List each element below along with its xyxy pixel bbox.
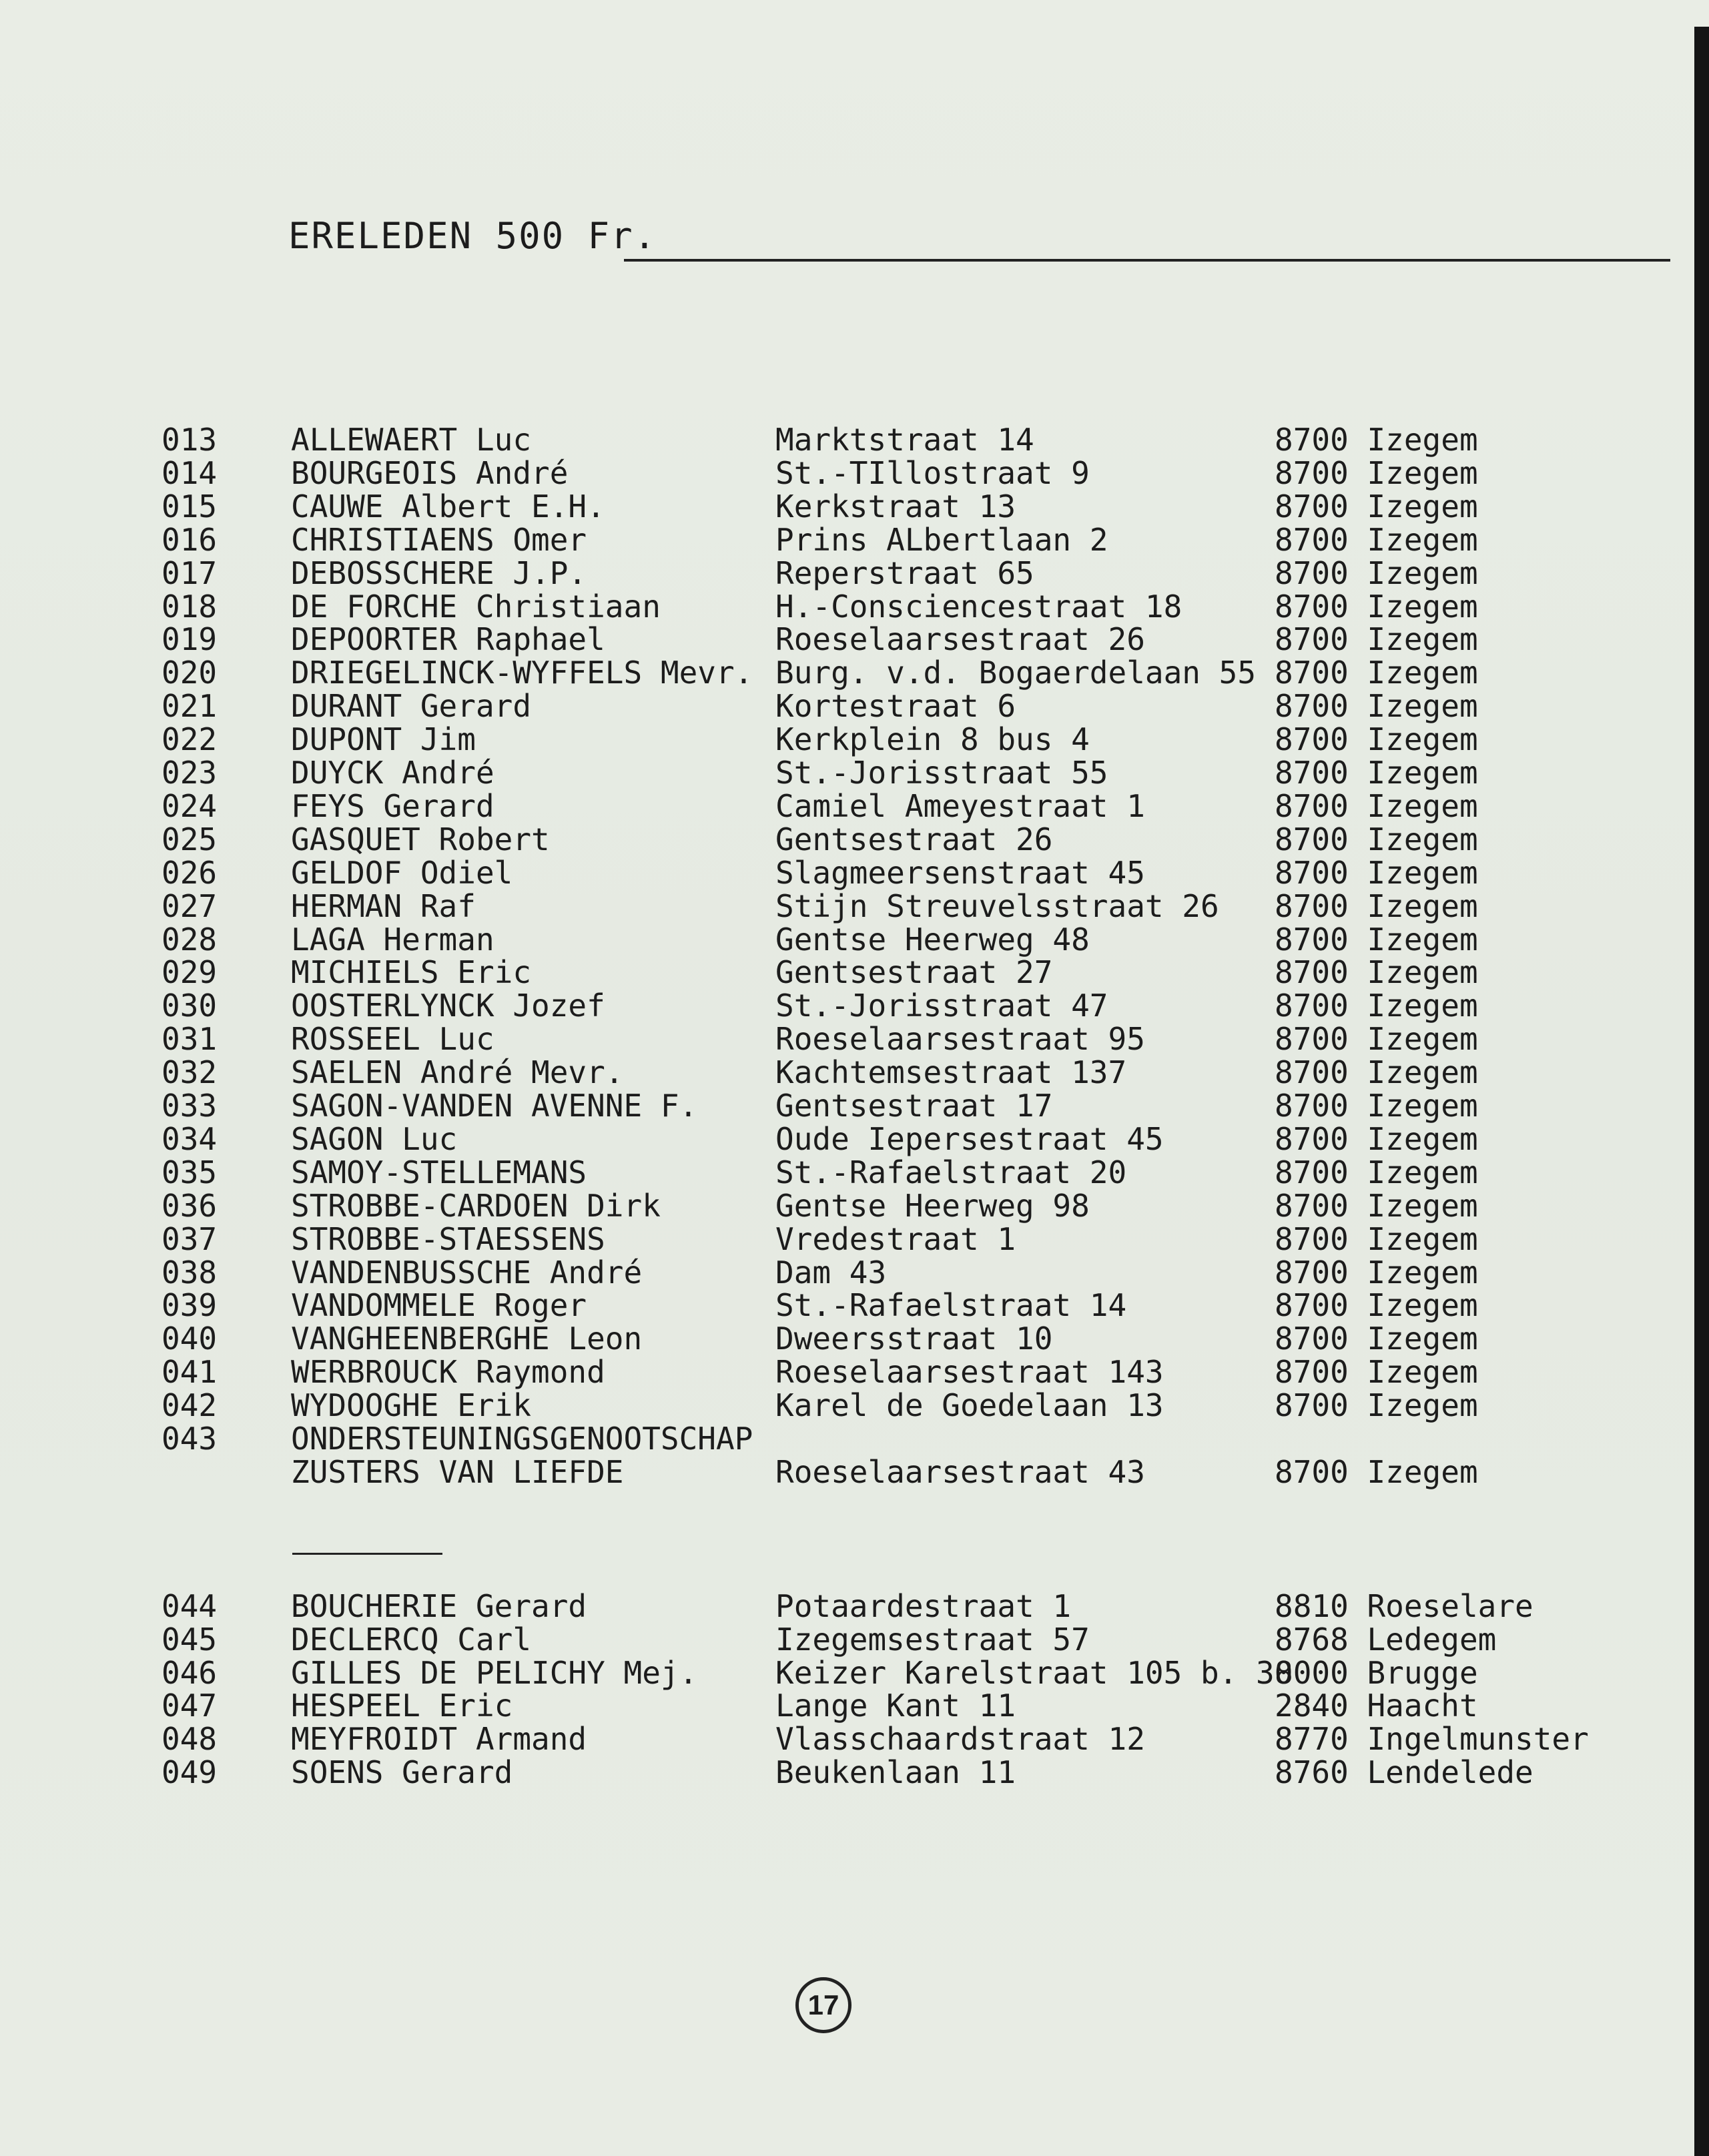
member-name: MEYFROIDT Armand — [291, 1721, 587, 1758]
member-name: DRIEGELINCK-WYFFELS Mevr. — [291, 655, 753, 691]
member-street: H.-Consciencestraat 18 — [775, 588, 1182, 625]
member-number: 036 — [161, 1187, 218, 1224]
member-name: SAGON Luc — [291, 1120, 458, 1157]
member-name: DEBOSSCHERE J.P. — [291, 555, 587, 591]
member-city: 8700 Izegem — [1275, 555, 1478, 591]
member-number: 041 — [161, 1354, 218, 1391]
member-city: 8000 Brugge — [1275, 1654, 1478, 1691]
member-city: 8700 Izegem — [1275, 1453, 1478, 1490]
member-name: SAGON-VANDEN AVENNE F. — [291, 1088, 698, 1124]
member-name: ZUSTERS VAN LIEFDE — [291, 1453, 624, 1490]
member-city: 8700 Izegem — [1275, 854, 1478, 891]
member-city: 8700 Izegem — [1275, 621, 1478, 658]
member-name: SAELEN André Mevr. — [291, 1054, 624, 1091]
member-city: 8700 Izegem — [1275, 721, 1478, 758]
member-number: 033 — [161, 1088, 218, 1124]
member-city: 8700 Izegem — [1275, 1220, 1478, 1257]
member-street: Dam 43 — [775, 1254, 887, 1291]
member-name: OOSTERLYNCK Jozef — [291, 988, 605, 1024]
member-street: Beukenlaan 11 — [775, 1754, 1016, 1790]
member-city: 8700 Izegem — [1275, 688, 1478, 725]
member-number: 013 — [161, 422, 218, 458]
member-street: Dweersstraat 10 — [775, 1321, 1053, 1357]
member-street: Gentsestraat 17 — [775, 1088, 1053, 1124]
member-city: 8700 Izegem — [1275, 954, 1478, 991]
member-number: 026 — [161, 854, 218, 891]
member-street: St.-TIllostraat 9 — [775, 454, 1090, 491]
member-number: 027 — [161, 887, 218, 924]
member-name: VANGHEENBERGHE Leon — [291, 1321, 643, 1357]
member-name: DECLERCQ Carl — [291, 1621, 532, 1658]
member-street: St.-Rafaelstraat 20 — [775, 1154, 1127, 1190]
member-street: Reperstraat 65 — [775, 555, 1034, 591]
member-number: 042 — [161, 1387, 218, 1424]
member-name: VANDOMMELE Roger — [291, 1287, 587, 1324]
member-number: 015 — [161, 488, 218, 524]
member-city: 8770 Ingelmunster — [1275, 1721, 1589, 1758]
member-city: 8700 Izegem — [1275, 655, 1478, 691]
member-street: Gentsestraat 26 — [775, 821, 1053, 857]
member-city: 8760 Lendelede — [1275, 1754, 1533, 1790]
member-city: 8810 Roeselare — [1275, 1588, 1533, 1624]
member-city: 8700 Izegem — [1275, 1021, 1478, 1058]
member-number: 040 — [161, 1321, 218, 1357]
member-name: DEPOORTER Raphael — [291, 621, 605, 658]
member-street: Roeselaarsestraat 26 — [775, 621, 1145, 658]
member-row — [0, 1623, 1709, 1656]
member-city: 8700 Izegem — [1275, 1187, 1478, 1224]
member-street: Stijn Streuvelsstraat 26 — [775, 887, 1219, 924]
member-city: 8700 Izegem — [1275, 755, 1478, 791]
member-number: 019 — [161, 621, 218, 658]
member-number: 017 — [161, 555, 218, 591]
member-street: Roeselaarsestraat 95 — [775, 1021, 1145, 1058]
member-name: GELDOF Odiel — [291, 854, 513, 891]
member-street: Oude Iepersestraat 45 — [775, 1120, 1164, 1157]
member-street: Keizer Karelstraat 105 b. 30 — [775, 1654, 1293, 1691]
member-city: 8700 Izegem — [1275, 1254, 1478, 1291]
member-street: Gentse Heerweg 48 — [775, 921, 1090, 958]
member-street: Roeselaarsestraat 143 — [775, 1354, 1164, 1391]
member-name: SAMOY-STELLEMANS — [291, 1154, 587, 1190]
member-name: HERMAN Raf — [291, 887, 476, 924]
member-row — [0, 1756, 1709, 1789]
member-number: 029 — [161, 954, 218, 991]
member-city: 8700 Izegem — [1275, 454, 1478, 491]
member-city: 8700 Izegem — [1275, 1321, 1478, 1357]
member-row — [0, 1589, 1709, 1623]
member-number: 037 — [161, 1220, 218, 1257]
member-city: 8700 Izegem — [1275, 521, 1478, 558]
member-street: Kachtemsestraat 137 — [775, 1054, 1127, 1091]
member-number: 020 — [161, 655, 218, 691]
member-name: BOURGEOIS André — [291, 454, 569, 491]
member-name: DUPONT Jim — [291, 721, 476, 758]
member-name: HESPEEL Eric — [291, 1688, 513, 1724]
member-name: MICHIELS Eric — [291, 954, 532, 991]
member-name: GASQUET Robert — [291, 821, 550, 857]
member-number: 047 — [161, 1688, 218, 1724]
member-name: ALLEWAERT Luc — [291, 422, 532, 458]
member-street: Gentsestraat 27 — [775, 954, 1053, 991]
member-number: 030 — [161, 988, 218, 1024]
member-number: 048 — [161, 1721, 218, 1758]
member-name: SOENS Gerard — [291, 1754, 513, 1790]
member-row — [0, 1722, 1709, 1756]
member-street: Camiel Ameyestraat 1 — [775, 787, 1145, 824]
member-street: Gentse Heerweg 98 — [775, 1187, 1090, 1224]
member-city: 8700 Izegem — [1275, 821, 1478, 857]
member-number: 022 — [161, 721, 218, 758]
member-name: DURANT Gerard — [291, 688, 532, 725]
member-street: St.-Rafaelstraat 14 — [775, 1287, 1127, 1324]
member-number: 024 — [161, 787, 218, 824]
member-number: 046 — [161, 1654, 218, 1691]
member-street: Kerkstraat 13 — [775, 488, 1016, 524]
member-city: 8700 Izegem — [1275, 1354, 1478, 1391]
member-street: St.-Jorisstraat 47 — [775, 988, 1108, 1024]
member-number: 021 — [161, 688, 218, 725]
member-street: Karel de Goedelaan 13 — [775, 1387, 1164, 1424]
member-number: 049 — [161, 1754, 218, 1790]
member-name: STROBBE-CARDOEN Dirk — [291, 1187, 661, 1224]
member-city: 8700 Izegem — [1275, 787, 1478, 824]
member-row — [0, 1689, 1709, 1722]
member-city: 8700 Izegem — [1275, 1387, 1478, 1424]
member-street: Potaardestraat 1 — [775, 1588, 1072, 1624]
member-street: Izegemsestraat 57 — [775, 1621, 1090, 1658]
member-number: 031 — [161, 1021, 218, 1058]
member-number: 016 — [161, 521, 218, 558]
member-city: 8700 Izegem — [1275, 1287, 1478, 1324]
member-number: 014 — [161, 454, 218, 491]
member-number: 034 — [161, 1120, 218, 1157]
page-number: 17 — [795, 1977, 851, 2033]
member-street: Kortestraat 6 — [775, 688, 1016, 725]
member-name: LAGA Herman — [291, 921, 494, 958]
member-name: DE FORCHE Christiaan — [291, 588, 661, 625]
member-name: DUYCK André — [291, 755, 494, 791]
member-city: 8700 Izegem — [1275, 1154, 1478, 1190]
member-row — [0, 1656, 1709, 1690]
member-street: Roeselaarsestraat 43 — [775, 1453, 1145, 1490]
member-number: 038 — [161, 1254, 218, 1291]
member-number: 023 — [161, 755, 218, 791]
member-city: 8700 Izegem — [1275, 988, 1478, 1024]
member-number: 025 — [161, 821, 218, 857]
member-city: 8700 Izegem — [1275, 1088, 1478, 1124]
member-city: 8700 Izegem — [1275, 921, 1478, 958]
member-city: 8700 Izegem — [1275, 887, 1478, 924]
member-name: FEYS Gerard — [291, 787, 494, 824]
member-street: Burg. v.d. Bogaerdelaan 55 — [775, 655, 1257, 691]
member-name: WYDOOGHE Erik — [291, 1387, 532, 1424]
member-name: BOUCHERIE Gerard — [291, 1588, 587, 1624]
member-street: Lange Kant 11 — [775, 1688, 1016, 1724]
member-name: ONDERSTEUNINGSGENOOTSCHAP — [291, 1421, 753, 1457]
member-city: 8700 Izegem — [1275, 1120, 1478, 1157]
member-name: WERBROUCK Raymond — [291, 1354, 605, 1391]
member-street: Prins ALbertlaan 2 — [775, 521, 1108, 558]
member-street: Kerkplein 8 bus 4 — [775, 721, 1090, 758]
member-name: CHRISTIAENS Omer — [291, 521, 587, 558]
member-city: 8700 Izegem — [1275, 422, 1478, 458]
member-number: 045 — [161, 1621, 218, 1658]
member-number: 043 — [161, 1421, 218, 1457]
member-street: Vlasschaardstraat 12 — [775, 1721, 1145, 1758]
member-number: 044 — [161, 1588, 218, 1624]
section-heading: ERELEDEN 500 Fr. — [288, 215, 657, 257]
member-street: Vredestraat 1 — [775, 1220, 1016, 1257]
member-number: 035 — [161, 1154, 218, 1190]
member-street: Marktstraat 14 — [775, 422, 1034, 458]
member-city: 8700 Izegem — [1275, 488, 1478, 524]
member-name: VANDENBUSSCHE André — [291, 1254, 643, 1291]
member-street: St.-Jorisstraat 55 — [775, 755, 1108, 791]
member-city: 8700 Izegem — [1275, 1054, 1478, 1091]
member-number: 028 — [161, 921, 218, 958]
member-number: 032 — [161, 1054, 218, 1091]
member-city: 2840 Haacht — [1275, 1688, 1478, 1724]
member-name: CAUWE Albert E.H. — [291, 488, 605, 524]
member-name: GILLES DE PELICHY Mej. — [291, 1654, 698, 1691]
member-number: 018 — [161, 588, 218, 625]
member-city: 8700 Izegem — [1275, 588, 1478, 625]
member-city: 8768 Ledegem — [1275, 1621, 1497, 1658]
member-number: 039 — [161, 1287, 218, 1324]
member-street: Slagmeersenstraat 45 — [775, 854, 1145, 891]
member-name: STROBBE-STAESSENS — [291, 1220, 605, 1257]
member-name: ROSSEEL Luc — [291, 1021, 494, 1058]
